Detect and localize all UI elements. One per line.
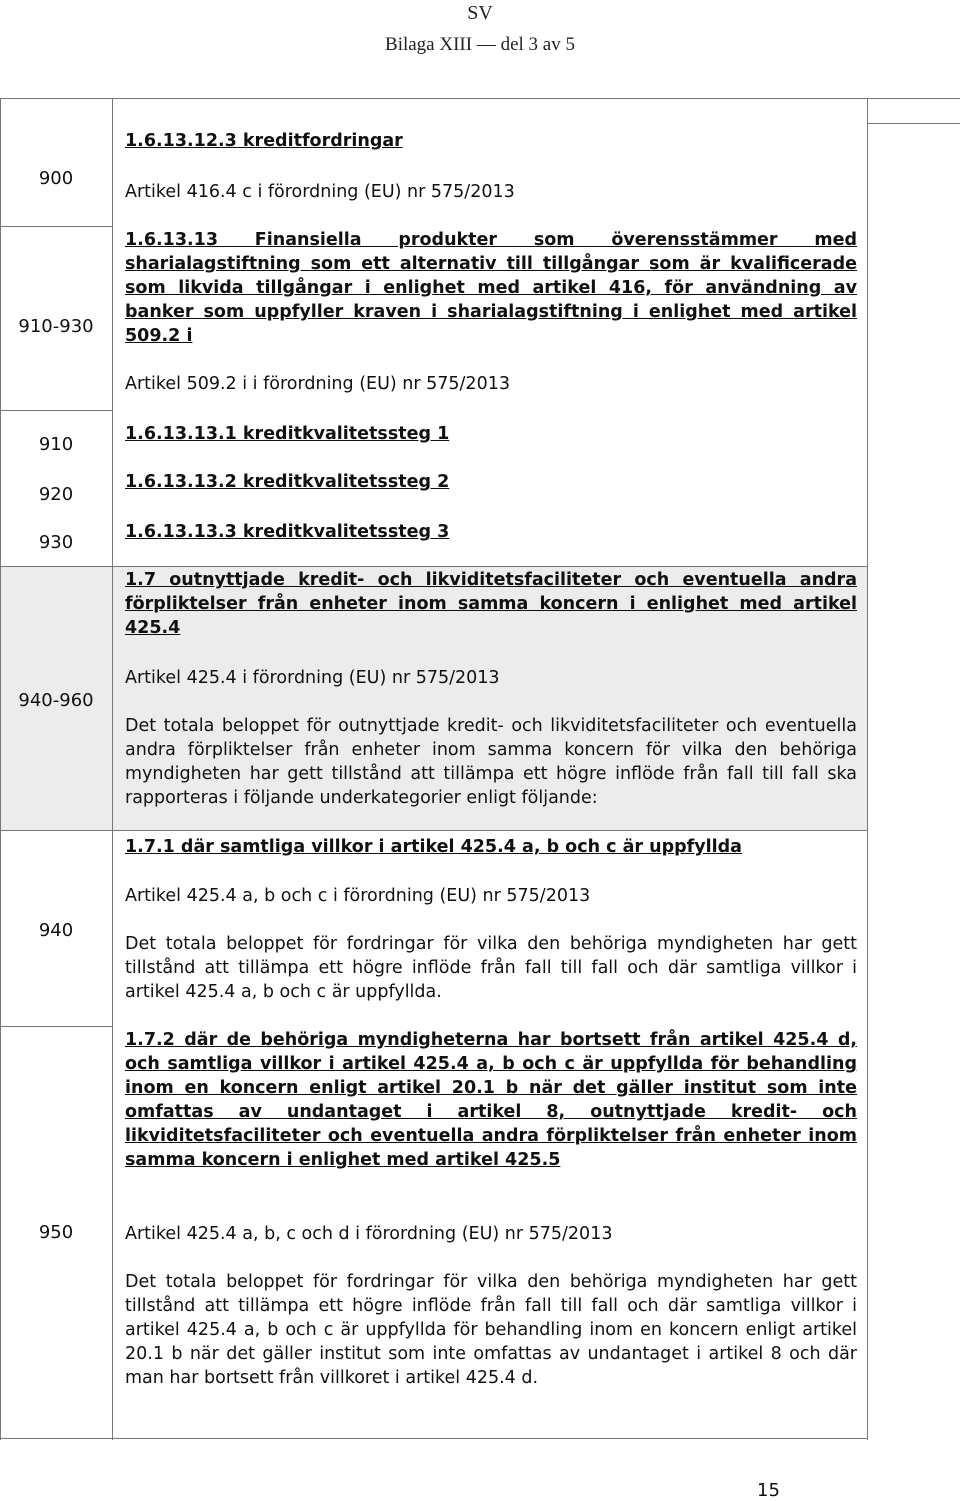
language-code: SV <box>467 2 493 24</box>
code-910: 910 <box>38 434 74 455</box>
legal-reference: Artikel 425.4 a, b, c och d i förordning (EU) nr 575/2013 <box>125 1224 613 1244</box>
code-920: 920 <box>38 484 74 505</box>
section-title: 1.6.13.13.3 kreditkvalitetssteg 3 <box>125 522 450 542</box>
legal-reference: Artikel 509.2 i i förordning (EU) nr 575/2013 <box>125 374 510 394</box>
legal-reference: Artikel 425.4 a, b och c i förordning (EU) nr 575/2013 <box>125 886 591 906</box>
legal-reference: Artikel 416.4 c i förordning (EU) nr 575/2013 <box>125 182 515 202</box>
annex-label: Bilaga XIII — del 3 av 5 <box>385 34 575 55</box>
row-divider <box>0 1026 112 1027</box>
table-border-top <box>0 98 960 99</box>
section-title: 1.7.2 där de behöriga myndigheterna har bortsett från artikel 425.4 d, och samtliga villkor i artikel 425.4 a, b och c är uppfyllda för behandling inom en koncern enligt artikel 20.1 b när det gäller institut som inte omfattas av undantaget i artikel 8, outnyttjade kredit- och likviditetsfaciliteter och eventuella andra förpliktelser från enheter inom samma koncern i enlighet med artikel 425.5 <box>125 1030 857 1170</box>
row-divider <box>0 830 867 831</box>
row-divider <box>867 123 960 124</box>
row-divider <box>0 226 112 227</box>
table-border-bottom <box>0 1438 867 1439</box>
row-divider <box>0 566 867 567</box>
code-930: 930 <box>38 532 74 553</box>
section-body: Det totala beloppet för outnyttjade kredit- och likviditetsfaciliteter och eventuella andra förpliktelser från enheter inom samma koncern för vilka den behöriga myndigheten har gett tillstånd att tillämpa ett högre inflöde från fall till fall ska rapporteras i följande underkategorier enligt följande: <box>125 716 857 808</box>
section-title: 1.6.13.13 Finansiella produkter som överensstämmer med sharialagstiftning som ett alternativ till tillgångar som är kvalificerade som likvida tillgångar i enlighet med artikel 416, för användning av banker som uppfyller kraven i sharialagstiftning i enlighet med artikel 509.2 i <box>125 230 857 346</box>
section-title: 1.6.13.12.3 kreditfordringar <box>125 131 403 151</box>
section-body: Det totala beloppet för fordringar för vilka den behöriga myndigheten har gett tillstånd att tillämpa ett högre inflöde från fall till fall och där samtliga villkor i artikel 425.4 a, b och c är uppfyllda för behandling inom en koncern enligt artikel 20.1 b när det gäller institut som inte omfattas av undantaget i artikel 8 och där man har bortsett från villkoret i artikel 425.4 d. <box>125 1272 857 1388</box>
section-title: 1.6.13.13.2 kreditkvalitetssteg 2 <box>125 472 450 492</box>
code-940-960: 940-960 <box>18 690 94 711</box>
code-940: 940 <box>38 920 74 941</box>
code-950: 950 <box>38 1222 74 1243</box>
table-column-divider <box>112 98 113 1440</box>
table-column-divider-right <box>867 98 868 1440</box>
page-number: 15 <box>757 1480 780 1501</box>
legal-reference: Artikel 425.4 i förordning (EU) nr 575/2013 <box>125 668 500 688</box>
section-title: 1.7.1 där samtliga villkor i artikel 425.4 a, b och c är uppfyllda <box>125 837 742 857</box>
section-title: 1.6.13.13.1 kreditkvalitetssteg 1 <box>125 424 450 444</box>
row-divider <box>0 410 112 411</box>
code-910-930: 910-930 <box>18 316 94 337</box>
section-body: Det totala beloppet för fordringar för vilka den behöriga myndigheten har gett tillstånd att tillämpa ett högre inflöde från fall till fall och där samtliga villkor i artikel 425.4 a, b och c är uppfyllda. <box>125 934 857 1002</box>
section-title: 1.7 outnyttjade kredit- och likviditetsfaciliteter och eventuella andra förpliktelser från enheter inom samma koncern i enlighet med artikel 425.4 <box>125 570 857 638</box>
code-900: 900 <box>38 168 74 189</box>
